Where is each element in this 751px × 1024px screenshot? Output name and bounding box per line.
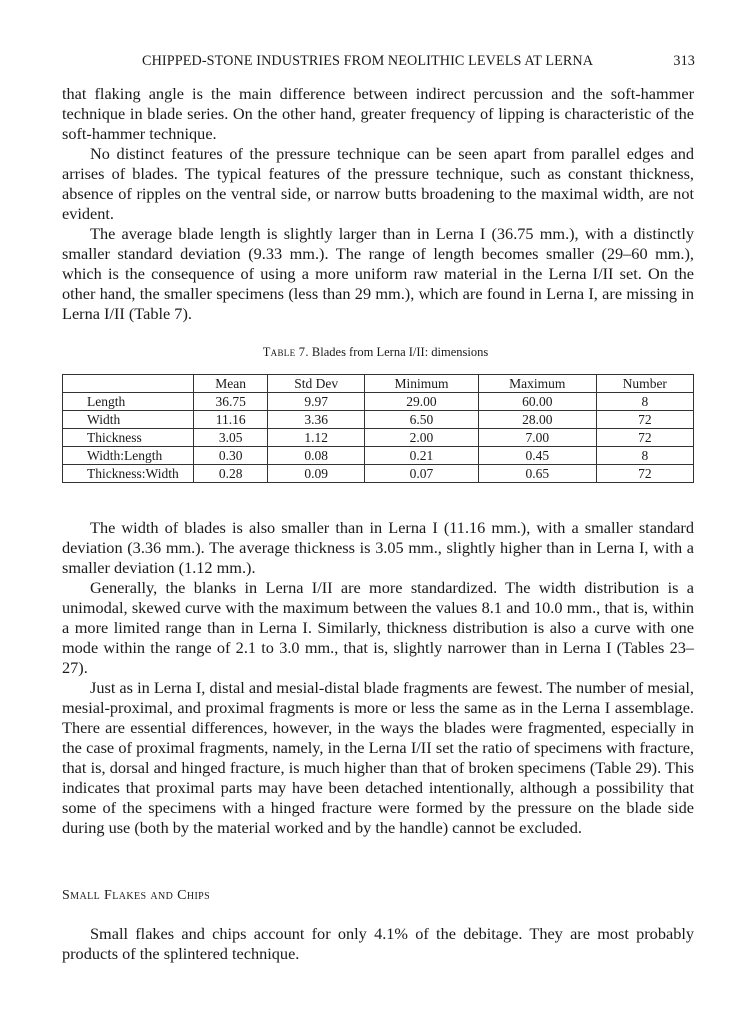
body-text-section: [62, 924, 694, 964]
column-header: Std Dev: [268, 375, 365, 393]
running-head-title: CHIPPED-STONE INDUSTRIES FROM NEOLITHIC LEVELS AT LERNA: [142, 53, 594, 69]
table-caption-text: Blades from Lerna I/II: dimensions: [311, 345, 489, 359]
table-cell: 2.00: [365, 429, 479, 447]
table-cell: 9.97: [268, 393, 365, 411]
table-cell: 0.65: [478, 465, 596, 483]
table-cell: 72: [596, 429, 693, 447]
table-cell: 0.09: [268, 465, 365, 483]
table-caption: [0, 345, 751, 360]
table-cell: 60.00: [478, 393, 596, 411]
dimensions-table: [62, 374, 694, 483]
table-row: [63, 465, 694, 483]
table-cell: 72: [596, 411, 693, 429]
table-cell: 0.30: [194, 447, 268, 465]
paragraph: Just as in Lerna I, distal and mesial-distal blade fragments are fewest. The number of mesial, mesial-proximal, and proximal fragments is more or less the same as in the Lerna I assemblage. There are essential differences, however, in the ways the blades were fragmented, especially in the case of proximal fragments, namely, in the Lerna I/II set the ratio of specimens with fracture, that is, dorsal and hinged fracture, is much higher than that of broken specimens (Table 29). This indicates that proximal parts may have been detached intentionally, although a possibility that some of the specimens with a hinged fracture were formed by the pressure on the blade side during use (both by the material worked and by the handle) cannot be excluded.: [62, 678, 694, 837]
table-row: [63, 429, 694, 447]
table-cell: 3.05: [194, 429, 268, 447]
page-number: 313: [673, 53, 695, 69]
row-label: Thickness:Width: [63, 465, 194, 483]
table-cell: 72: [596, 465, 693, 483]
body-text-middle: [62, 518, 694, 838]
table-cell: 36.75: [194, 393, 268, 411]
table-header-row: [63, 375, 694, 393]
table-row: [63, 447, 694, 465]
table-row: [63, 411, 694, 429]
table-cell: 8: [596, 447, 693, 465]
body-text-top: [62, 84, 694, 324]
section-heading: Small Flakes and Chips: [62, 888, 211, 903]
table-cell: 0.28: [194, 465, 268, 483]
paragraph: The average blade length is slightly larger than in Lerna I (36.75 mm.), with a distinctly smaller standard deviation (9.33 mm.). The range of length becomes smaller (29–60 mm.), which is the consequence of using a more uniform raw material in the Lerna I/II set. On the other hand, the smaller specimens (less than 29 mm.), which are found in Lerna I, are missing in Lerna I/II (Table 7).: [62, 224, 694, 323]
row-label: Thickness: [63, 429, 194, 447]
table-row: [63, 393, 694, 411]
row-label: Length: [63, 393, 194, 411]
table-cell: 8: [596, 393, 693, 411]
table-cell: 0.08: [268, 447, 365, 465]
table-cell: 0.21: [365, 447, 479, 465]
paragraph: Generally, the blanks in Lerna I/II are more standardized. The width distribution is a unimodal, skewed curve with the maximum between the values 8.1 and 10.0 mm., that is, within a more limited range than in Lerna I. Similarly, thickness distribution is also a curve with one mode within the range of 2.1 to 3.0 mm., that is, slightly narrower than in Lerna I (Tables 23–27).: [62, 578, 694, 677]
column-header: Number: [596, 375, 693, 393]
paragraph: No distinct features of the pressure technique can be seen apart from parallel edges and arrises of blades. The typical features of the pressure technique, such as constant thickness, absence of ripples on the ventral side, or narrow butts broadening to the maximal width, are not evident.: [62, 144, 694, 223]
paragraph: that flaking angle is the main difference between indirect percussion and the soft-hammer technique in blade series. On the other hand, greater frequency of lipping is characteristic of the soft-hammer technique.: [62, 84, 694, 143]
table-cell: 7.00: [478, 429, 596, 447]
column-header: [63, 375, 194, 393]
table-cell: 28.00: [478, 411, 596, 429]
paragraph: Small flakes and chips account for only 4.1% of the debitage. They are most probably products of the splintered technique.: [62, 924, 694, 963]
table-cell: 1.12: [268, 429, 365, 447]
table-cell: 0.45: [478, 447, 596, 465]
column-header: Maximum: [478, 375, 596, 393]
row-label: Width:Length: [63, 447, 194, 465]
column-header: Minimum: [365, 375, 479, 393]
table-cell: 3.36: [268, 411, 365, 429]
row-label: Width: [63, 411, 194, 429]
table-cell: 6.50: [365, 411, 479, 429]
table-cell: 11.16: [194, 411, 268, 429]
column-header: Mean: [194, 375, 268, 393]
running-head: [62, 53, 695, 75]
table-cell: 29.00: [365, 393, 479, 411]
paragraph: The width of blades is also smaller than in Lerna I (11.16 mm.), with a smaller standard deviation (3.36 mm.). The average thickness is 3.05 mm., slightly higher than in Lerna I, with a smaller deviation (1.12 mm.).: [62, 518, 694, 577]
table-caption-label: Table 7.: [262, 345, 309, 359]
table-cell: 0.07: [365, 465, 479, 483]
